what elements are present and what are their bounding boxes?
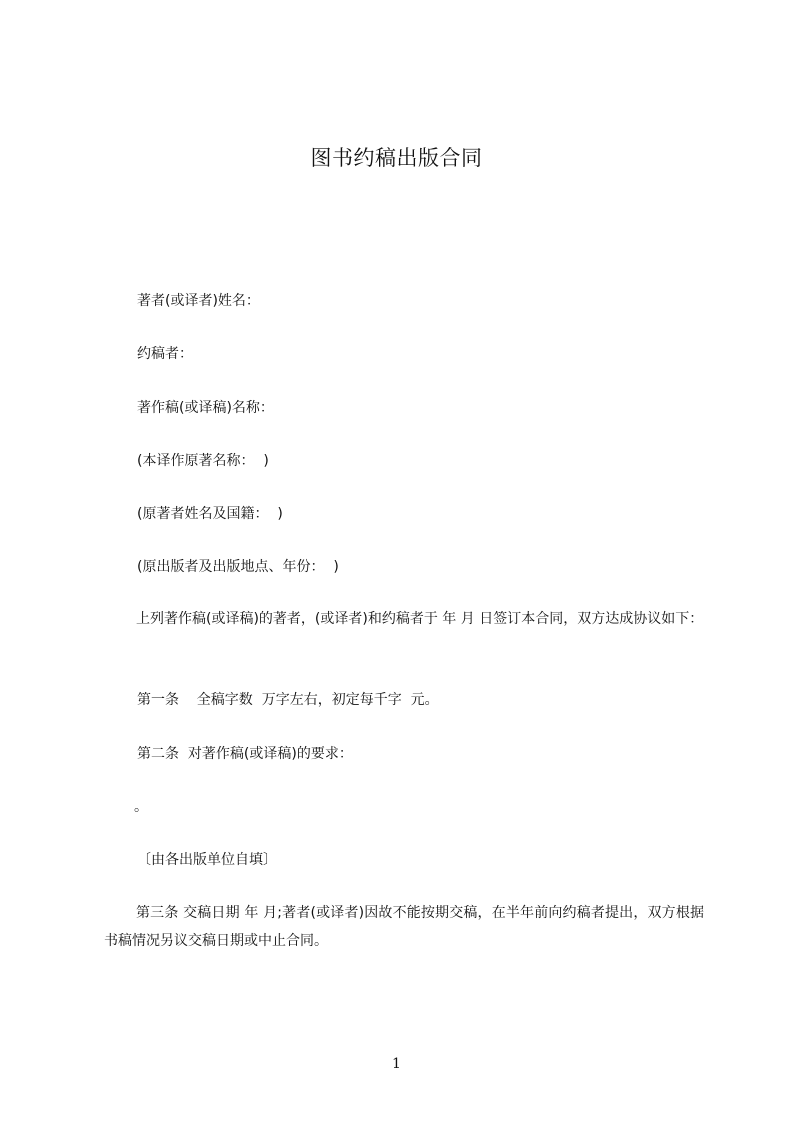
page-number: 1 bbox=[392, 1056, 401, 1072]
article-2-blank: 。 bbox=[134, 799, 148, 815]
preamble-paragraph: 上列著作稿(或译稿)的著者，(或译者)和约稿者于 年 月 日签订本合同，双方达成协议如下： bbox=[136, 611, 704, 627]
commissioner-field: 约稿者： bbox=[137, 346, 193, 362]
original-title-field: (本译作原著名称： ) bbox=[137, 453, 269, 469]
article-2-note: 〔由各出版单位自填〕 bbox=[137, 852, 277, 868]
original-publication-field: (原出版者及出版地点、年份： ) bbox=[137, 559, 339, 575]
article-3-paragraph: 第三条 交稿日期 年 月;著者(或译者)因故不能按期交稿，在半年前向约稿者提出，双方根据书稿情况另议交稿日期或中止合同。 bbox=[104, 905, 704, 949]
article-1: 第一条 全稿字数 万字左右，初定每千字 元。 bbox=[137, 692, 439, 708]
work-title-field: 著作稿(或译稿)名称： bbox=[137, 400, 274, 416]
original-author-field: (原著者姓名及国籍： ) bbox=[137, 506, 283, 522]
document-title: 图书约稿出版合同 bbox=[310, 146, 483, 170]
article-2: 第二条 对著作稿(或译稿)的要求： bbox=[137, 746, 353, 762]
author-name-field: 著者(或译者)姓名： bbox=[137, 293, 260, 309]
